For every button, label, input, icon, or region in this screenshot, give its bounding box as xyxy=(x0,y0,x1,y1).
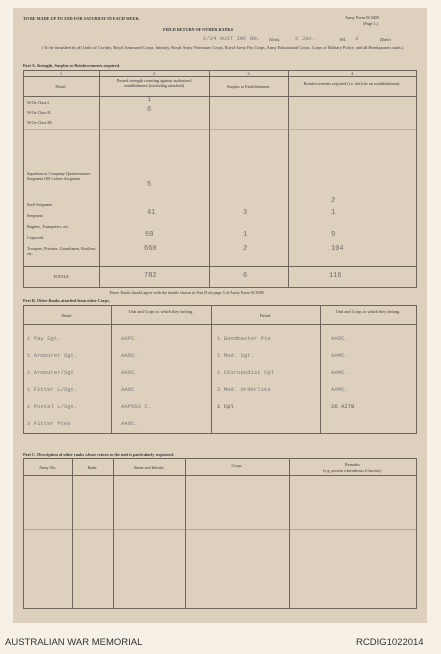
instruction-text: ( To be furnished by all Units of Cavalry, Royal Armoured Corps, Infantry, Royal Army Veterinary Corps, Royal Army Pay Corps, Army Educational Corps, Corps of Military Police, and all Headquarters units ). xyxy=(41,45,405,50)
part-c-header-corps: Corps. xyxy=(231,463,243,468)
attached-unit-left: AAOC. xyxy=(121,352,138,359)
part-b-col-divider-3 xyxy=(320,305,321,433)
totals-label: TOTALS xyxy=(53,274,69,279)
col-number-3: 3 xyxy=(247,71,250,76)
part-c-col-divider-4 xyxy=(289,458,290,608)
row-detail: Buglers, Trumpeters, etc. xyxy=(27,224,70,229)
form-number: Army Form W.3009 xyxy=(345,15,379,20)
attached-detail-left: 1 Armourer/Sgt xyxy=(27,369,74,376)
col-header-reinforcements: Reinforcements required (i.e. deficits on establishment). xyxy=(303,81,401,86)
attached-detail-left: 1 Fitter L/Sgt. xyxy=(27,386,78,393)
row-posted: 69 xyxy=(145,231,154,239)
row-surplus: 1 xyxy=(243,231,248,239)
row-posted: 41 xyxy=(147,209,156,217)
row-detail: Sergeants xyxy=(27,213,44,218)
part-c-bottom-rule xyxy=(23,608,417,609)
form-page xyxy=(13,8,427,623)
part-a-title: Part A. Strength, Surplus or Reinforcements required. xyxy=(23,63,120,68)
part-c-col-divider-3 xyxy=(185,458,186,608)
col-header-surplus: Surplus to Establishment. xyxy=(227,84,270,89)
part-c-col-divider-2 xyxy=(113,458,114,608)
col-header-detail: Detail. xyxy=(55,84,67,89)
col-header-posted: Posted strength counting against authorised establishment (excluding attached) xyxy=(116,78,192,88)
attached-detail-right: 1 Chiropodist Cpl xyxy=(217,369,275,376)
weekly-notice: TO BE MADE UP TO AND FOR SATURDAY IN EACH WEEK. xyxy=(23,16,140,21)
part-a-col-divider-1 xyxy=(99,70,100,287)
col-number-2: 2 xyxy=(152,71,156,76)
row-surplus: 3 xyxy=(243,209,248,217)
attached-unit-left: AAOC. xyxy=(121,369,138,376)
totals-posted: 782 xyxy=(144,272,157,280)
row-detail: Squadron or Company Quartermaster-Sergeants OR Colour-Sergeants xyxy=(27,171,92,181)
part-c-header-rank: Rank. xyxy=(87,465,98,470)
row-posted: 6 xyxy=(147,106,152,114)
row-divider xyxy=(23,129,417,130)
part-c-fold-line xyxy=(23,529,417,530)
part-a-col-divider-2 xyxy=(209,70,210,287)
part-c-header-remarks: Remarks xyxy=(345,462,360,467)
attached-unit-right: AAOC. xyxy=(331,335,348,342)
row-detail: Staff Sergeants xyxy=(27,202,53,207)
col-number-1: 1 xyxy=(59,71,63,76)
part-c-header-remarks-note: (e.g. present whereabouts if known). xyxy=(323,468,382,473)
attached-detail-right: 1 Bandmaster Pte xyxy=(217,335,271,342)
attached-detail-right: 1 Cpl xyxy=(217,403,234,410)
part-c-right-border xyxy=(416,458,417,608)
row-posted: 660 xyxy=(144,245,157,253)
attached-unit-left: AAOC. xyxy=(121,420,138,427)
part-b-header-unit-2: Unit and Corps to which they belong. xyxy=(335,309,401,314)
row-reinforcements: 9 xyxy=(331,231,336,239)
attached-unit-left: AAPOSS C. xyxy=(121,403,152,410)
part-b-col-divider-2 xyxy=(211,305,212,433)
part-c-title: Part C. Description of other ranks whose return to the unit is particularly requested. xyxy=(23,452,174,457)
attached-detail-left: 3 Fitter Ptes xyxy=(27,420,71,427)
year-value: 3 xyxy=(355,35,359,42)
attached-detail-left: 1 Postal L/Sgt. xyxy=(27,403,78,410)
part-c-header-rule xyxy=(23,475,417,476)
row-posted: 5 xyxy=(147,181,152,189)
attached-detail-right: 2 Med. Orderlies xyxy=(217,386,271,393)
archive-reference: RCDIG1022014 xyxy=(356,637,424,648)
part-c-top-rule xyxy=(23,458,417,459)
row-surplus: 2 xyxy=(243,245,248,253)
attached-detail-left: 1 Armourer Sgt. xyxy=(27,352,78,359)
archive-footer xyxy=(0,632,441,654)
totals-note: These Totals should agree with the details shown in Part D on page 3 of Army Form W.3009 xyxy=(109,290,264,295)
row-detail: W.Os Class II. xyxy=(27,110,52,115)
part-b-bottom-rule xyxy=(23,433,417,434)
unit-value: 2/24 AUST INF BN. xyxy=(203,35,261,42)
attached-detail-left: 1 Pay Sgt. xyxy=(27,335,61,342)
part-a-num-rule xyxy=(23,76,417,77)
row-reinforcements: 104 xyxy=(331,245,344,253)
part-a-right-border xyxy=(416,70,417,287)
attached-unit-right: 26 AITB xyxy=(331,403,355,410)
part-c-header-name: Name and Initials. xyxy=(133,465,165,470)
part-b-header-detail-1: Detail. xyxy=(61,313,73,318)
row-reinforcements: 1 xyxy=(331,209,336,217)
form-title: FIELD RETURN OF OTHER RANKS xyxy=(163,27,234,32)
row-reinforcements: 2 xyxy=(331,197,336,205)
part-b-header-detail-2: Detail. xyxy=(259,313,272,318)
year-prefix: 194 xyxy=(339,37,346,42)
part-b-header-unit-1: Unit and Corps to which they belong. xyxy=(128,309,194,314)
archive-name: AUSTRALIAN WAR MEMORIAL xyxy=(5,637,143,648)
row-detail: W.Os Class I. xyxy=(27,100,50,105)
part-a-col-divider-3 xyxy=(288,70,289,287)
part-a-header-rule xyxy=(23,96,417,97)
totals-surplus: 6 xyxy=(243,272,248,280)
part-a-bottom-rule xyxy=(23,287,417,288)
attached-unit-left: AAPC. xyxy=(121,335,138,342)
part-b-right-border xyxy=(416,305,417,433)
unit-label: (Unit). xyxy=(269,37,281,42)
date-label: (Date) xyxy=(380,37,391,42)
page-number: (Page 1.) xyxy=(363,21,379,26)
attached-unit-right: AAMC. xyxy=(331,369,348,376)
part-b-header-rule xyxy=(23,324,417,325)
part-c-header-army-no: Army No. xyxy=(39,465,56,470)
row-detail: Corporals xyxy=(27,235,44,240)
part-c-left-border xyxy=(23,458,24,608)
part-b-col-divider-1 xyxy=(111,305,112,433)
date-value: 2 Jan. xyxy=(295,35,316,42)
part-b-left-border xyxy=(23,305,24,433)
row-detail: Troopers, Privates, Guardsmen, Fusiliers etc. xyxy=(27,246,96,256)
part-a-left-border xyxy=(23,70,24,287)
part-a-totals-rule xyxy=(23,266,417,267)
attached-unit-right: AAMC. xyxy=(331,386,348,393)
col-number-4: 4 xyxy=(350,71,354,76)
attached-detail-right: 1 Med. Sgt. xyxy=(217,352,254,359)
row-posted: 1 xyxy=(147,96,152,104)
attached-unit-left: AAOC xyxy=(121,386,135,393)
attached-unit-right: AAMC. xyxy=(331,352,348,359)
part-b-title: Part B. Other Ranks attached from other Corps. xyxy=(23,298,110,303)
row-detail: W.Os Class III. xyxy=(27,120,53,125)
part-c-col-divider-1 xyxy=(72,458,73,608)
part-b-top-rule xyxy=(23,305,417,306)
totals-reinforcements: 116 xyxy=(329,272,342,280)
